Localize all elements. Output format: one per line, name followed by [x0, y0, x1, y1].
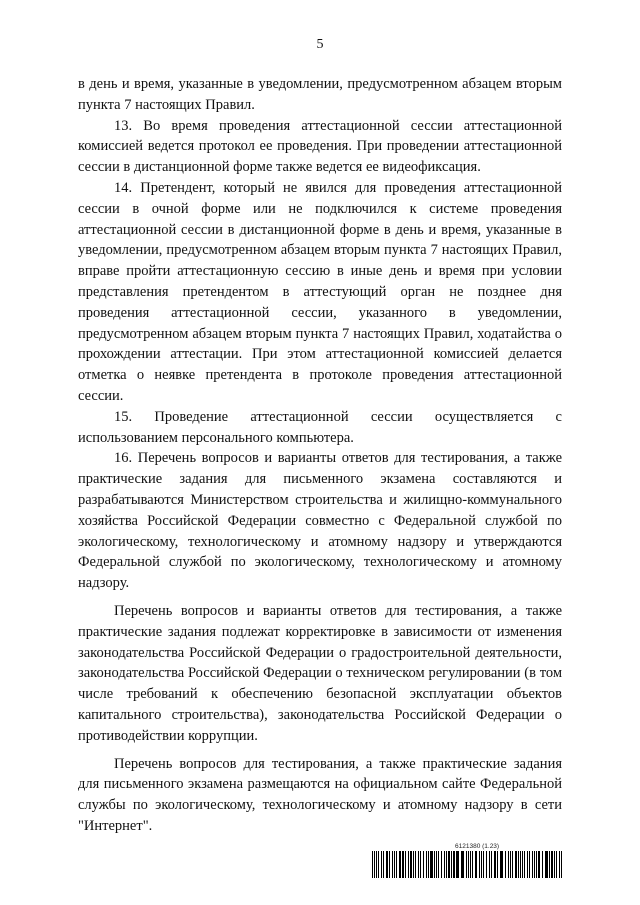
barcode-label: 6121380 (1.23)	[455, 843, 500, 850]
paragraph-16: 16. Перечень вопросов и варианты ответов для тестирования, а также практические задания для письменного экзамена составляются и разрабатываются Министерством строительства и жилищно-коммунального хозяйства Российской Федерации совместно с Федеральной службой по экологическому, технологическому и атомному надзору и утверждаются Федеральной службой по экологическому, технологическому и атомному надзору.	[78, 450, 562, 592]
paragraph-16-part-3: Перечень вопросов для тестирования, а также практические задания для письменного экзамена размещаются на официальном сайте Федеральной службы по экологическому, технологическому и атомному надзору в сети "Интернет".	[78, 755, 562, 834]
paragraph-13: 13. Во время проведения аттестационной сессии аттестационной комиссией ведется протокол ее проведения. При проведении аттестационной сессии в дистанционной форме также ведется ее видеофиксация.	[78, 117, 562, 176]
paragraph-15: 15. Проведение аттестационной сессии осуществляется с использованием персонального компьютера.	[78, 408, 562, 446]
page-number: 5	[316, 37, 324, 52]
document-body	[78, 74, 562, 837]
paragraph-14: 14. Претендент, который не явился для проведения аттестационной сессии в очной форме или не подключился к системе проведения аттестационной сессии в дистанционной форме в день и время, указанные в уведомлении, предусмотренном абзацем вторым пункта 7 настоящих Правил, вправе пройти аттестационную сессию в иные день и время при условии представления претендентом в аттестующий орган не позднее дня проведения аттестационной сессии, указанного в уведомлении, предусмотренном абзацем вторым пункта 7 настоящих Правил, ходатайства о прохождении аттестации. При этом аттестационной комиссией делается отметка о неявке претендента в протоколе проведения аттестационной сессии.	[78, 179, 562, 404]
paragraph-continuation: в день и время, указанные в уведомлении, предусмотренном абзацем вторым пункта 7 настоящих Правил.	[78, 76, 562, 113]
barcode-icon	[372, 851, 562, 878]
paragraph-16-part-2: Перечень вопросов и варианты ответов для тестирования, а также практические задания подлежат корректировке в зависимости от изменения законодательства Российской Федерации о градостроительной деятельности, законодательства Российской Федерации о техническом регулировании (в том числе требований к обеспечению безопасной эксплуатации объектов капитального строительства), законодательства Российской Федерации о противодействии коррупции.	[78, 602, 562, 744]
